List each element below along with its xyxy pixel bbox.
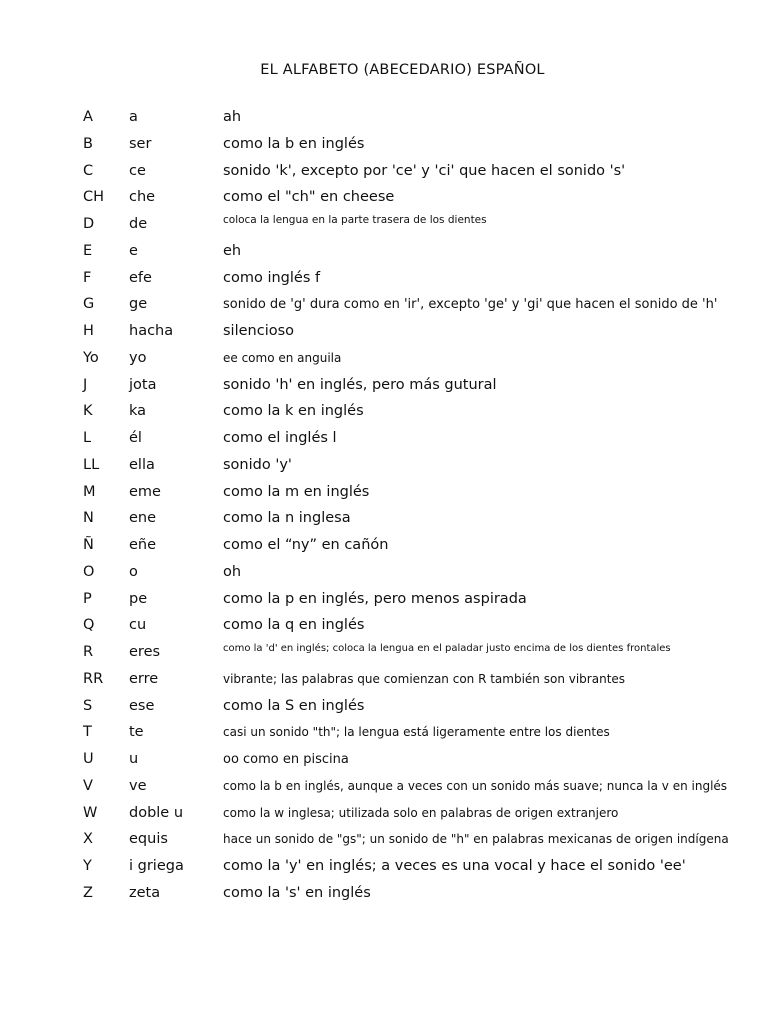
letter-name-cell: doble u — [129, 804, 184, 821]
alphabet-row — [0, 425, 768, 452]
letter-name-cell: ce — [129, 162, 146, 179]
alphabet-row — [0, 452, 768, 479]
pronunciation-cell: como la b en inglés — [223, 135, 365, 152]
pronunciation-cell: como la 's' en inglés — [223, 884, 371, 901]
letter-name-cell: efe — [129, 269, 152, 286]
pronunciation-cell: eh — [223, 242, 242, 259]
letter-name-cell: u — [129, 751, 139, 767]
alphabet-row — [0, 800, 768, 827]
pronunciation-cell: como la p en inglés, pero menos aspirada — [223, 590, 527, 607]
letter-cell: T — [83, 724, 92, 741]
letter-name-cell: jota — [129, 376, 157, 393]
pronunciation-cell: como la 'd' en inglés; coloca la lengua en el paladar justo encima de los dientes frontales — [223, 643, 671, 654]
pronunciation-cell: como la b en inglés, aunque a veces con un sonido más suave; nunca la v en inglés — [223, 778, 728, 793]
alphabet-row — [0, 773, 768, 800]
pronunciation-cell: oo como en piscina — [223, 752, 349, 767]
letter-name-cell: eres — [129, 644, 161, 660]
alphabet-table — [0, 104, 768, 907]
alphabet-row — [0, 158, 768, 185]
letter-name-cell: a — [129, 109, 138, 125]
letter-name-cell: ella — [129, 456, 155, 473]
letter-cell: N — [83, 510, 94, 527]
alphabet-row — [0, 505, 768, 532]
alphabet-row — [0, 398, 768, 425]
letter-name-cell: erre — [129, 670, 159, 687]
letter-cell: Y — [83, 858, 92, 874]
letter-cell: A — [83, 109, 93, 125]
alphabet-row — [0, 265, 768, 292]
letter-cell: F — [83, 269, 92, 286]
letter-cell: Ñ — [83, 537, 94, 553]
letter-cell: U — [83, 751, 94, 767]
letter-cell: X — [83, 831, 93, 848]
alphabet-row — [0, 479, 768, 506]
letter-cell: D — [83, 216, 95, 232]
pronunciation-cell: como el inglés l — [223, 430, 337, 446]
pronunciation-cell: casi un sonido "th"; la lengua está ligeramente entre los dientes — [223, 725, 610, 740]
letter-name-cell: eme — [129, 483, 161, 500]
alphabet-row — [0, 532, 768, 559]
letter-name-cell: e — [129, 242, 138, 259]
alphabet-row — [0, 211, 768, 238]
letter-name-cell: hacha — [129, 323, 174, 339]
letter-name-cell: cu — [129, 617, 147, 634]
alphabet-row — [0, 639, 768, 666]
letter-name-cell: yo — [129, 349, 147, 366]
pronunciation-cell: como la 'y' en inglés; a veces es una vocal y hace el sonido 'ee' — [223, 858, 686, 874]
letter-cell: O — [83, 563, 95, 580]
pronunciation-cell: ah — [223, 109, 242, 125]
letter-name-cell: ka — [129, 403, 147, 420]
alphabet-row — [0, 880, 768, 907]
alphabet-row — [0, 612, 768, 639]
pronunciation-cell: hace un sonido de "gs"; un sonido de "h" en palabras mexicanas de origen indígena — [223, 832, 729, 847]
letter-cell: H — [83, 323, 94, 339]
alphabet-row — [0, 131, 768, 158]
page-title: EL ALFABETO (ABECEDARIO) ESPAÑOL — [260, 62, 545, 78]
letter-cell: L — [83, 430, 92, 446]
letter-name-cell: i griega — [129, 858, 184, 874]
letter-cell: K — [83, 403, 93, 420]
letter-cell: J — [83, 376, 88, 393]
letter-cell: RR — [83, 670, 104, 687]
letter-name-cell: pe — [129, 590, 148, 607]
alphabet-row — [0, 104, 768, 131]
pronunciation-cell: sonido 'k', excepto por 'ce' y 'ci' que hacen el sonido 's' — [223, 162, 626, 179]
letter-cell: W — [83, 804, 98, 821]
alphabet-row — [0, 826, 768, 853]
alphabet-row — [0, 666, 768, 693]
alphabet-row — [0, 746, 768, 773]
letter-name-cell: o — [129, 563, 138, 580]
letter-cell: G — [83, 296, 95, 313]
letter-name-cell: él — [129, 430, 142, 446]
pronunciation-cell: como la q en inglés — [223, 617, 365, 634]
letter-cell: Z — [83, 884, 93, 901]
pronunciation-cell: vibrante; las palabras que comienzan con R también son vibrantes — [223, 671, 626, 686]
letter-name-cell: te — [129, 724, 144, 741]
letter-cell: P — [83, 590, 92, 607]
alphabet-row — [0, 238, 768, 265]
letter-cell: Q — [83, 617, 95, 634]
letter-cell: C — [83, 162, 94, 179]
alphabet-row — [0, 559, 768, 586]
alphabet-row — [0, 586, 768, 613]
alphabet-row — [0, 184, 768, 211]
letter-name-cell: zeta — [129, 884, 161, 901]
letter-name-cell: ese — [129, 697, 155, 714]
pronunciation-cell: silencioso — [223, 323, 295, 339]
pronunciation-cell: coloca la lengua en la parte trasera de los dientes — [223, 214, 487, 226]
pronunciation-cell: ee como en anguila — [223, 350, 342, 365]
letter-cell: S — [83, 697, 93, 714]
letter-name-cell: de — [129, 216, 148, 232]
letter-cell: R — [83, 644, 94, 660]
pronunciation-cell: como inglés f — [223, 269, 321, 286]
pronunciation-cell: oh — [223, 563, 242, 580]
letter-cell: B — [83, 135, 93, 152]
pronunciation-cell: como el "ch" en cheese — [223, 189, 395, 206]
letter-cell: Yo — [83, 349, 99, 366]
pronunciation-cell: como la S en inglés — [223, 697, 365, 714]
pronunciation-cell: como la m en inglés — [223, 483, 370, 500]
letter-name-cell: ser — [129, 135, 152, 152]
letter-name-cell: ge — [129, 296, 148, 313]
pronunciation-cell: como la w inglesa; utilizada solo en palabras de origen extranjero — [223, 805, 619, 820]
alphabet-row — [0, 853, 768, 880]
alphabet-row — [0, 719, 768, 746]
letter-name-cell: equis — [129, 831, 168, 848]
pronunciation-cell: sonido de 'g' dura como en 'ir', excepto 'ge' y 'gi' que hacen el sonido de 'h' — [223, 297, 718, 313]
letter-cell: CH — [83, 189, 105, 206]
letter-cell: E — [83, 242, 93, 259]
pronunciation-cell: sonido 'h' en inglés, pero más gutural — [223, 376, 497, 393]
letter-name-cell: eñe — [129, 537, 157, 553]
alphabet-row — [0, 693, 768, 720]
pronunciation-cell: como la k en inglés — [223, 403, 364, 420]
pronunciation-cell: como la n inglesa — [223, 510, 351, 527]
alphabet-row — [0, 345, 768, 372]
pronunciation-cell: como el “ny” en cañón — [223, 537, 389, 553]
letter-name-cell: ve — [129, 777, 147, 794]
letter-cell: M — [83, 483, 96, 500]
alphabet-row — [0, 291, 768, 318]
letter-cell: V — [83, 777, 93, 794]
alphabet-row — [0, 372, 768, 399]
letter-name-cell: ene — [129, 510, 157, 527]
pronunciation-cell: sonido 'y' — [223, 456, 292, 473]
letter-cell: LL — [83, 456, 100, 473]
alphabet-row — [0, 318, 768, 345]
letter-name-cell: che — [129, 189, 156, 206]
